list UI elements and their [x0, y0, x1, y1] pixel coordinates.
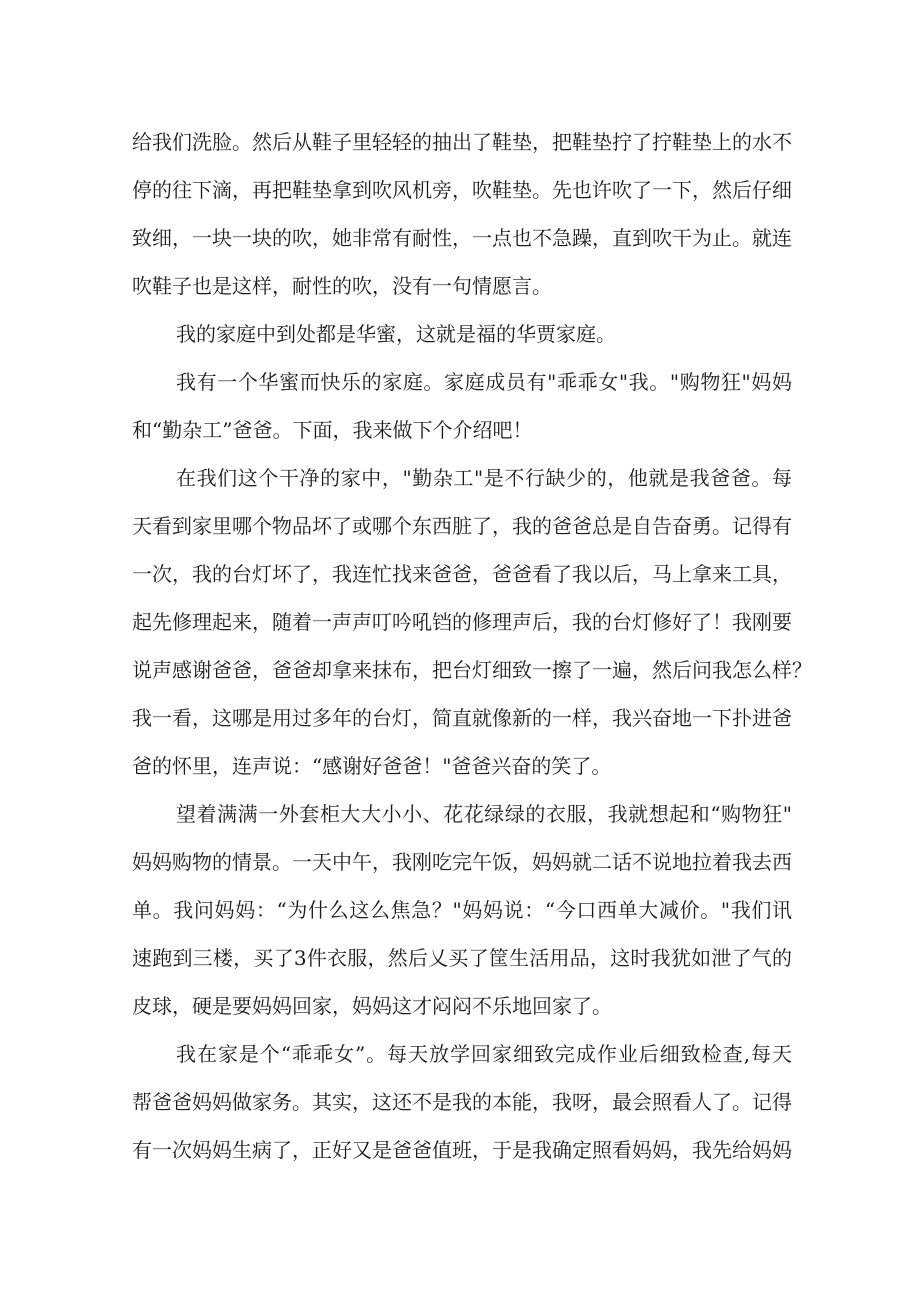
text-line: 我的家庭中到处都是华蜜，这就是福的华贾家庭。 [176, 322, 616, 346]
text-line: 说声感谢爸爸，爸爸却拿来抹布，把台灯细致一擦了一遍，然后问我怎么样？ [132, 658, 812, 682]
paragraph-2 [132, 310, 792, 358]
text-line: 有一次妈妈生病了，正好又是爸爸值班，于是我确定照看妈妈，我先给妈妈 [132, 1138, 792, 1162]
text-line: 一次，我的台灯坏了，我连忙找来爸爸，爸爸看了我以后，马上拿来工具， [132, 562, 792, 586]
text-line: 望着满满一外套柜大大小小、花花绿绿的衣服，我就想起和“购物狂" [176, 802, 792, 826]
text-line: 我在家是个“乖乖女”。每天放学回家细致完成作业后细致检查,每天 [176, 1042, 792, 1066]
text-line: 在我们这个干净的家中，"勤杂工"是不行缺少的，他就是我爸爸。每 [176, 466, 792, 490]
text-line: 皮球，硬是要妈妈回家，妈妈这才闷闷不乐地回家了。 [132, 994, 612, 1018]
text-line: 致细，一块一块的吹，她非常有耐性，一点也不急躁，直到吹干为止。就连 [132, 226, 792, 250]
text-line: 吹鞋子也是这样，耐性的吹，没有一句情愿言。 [132, 274, 552, 298]
text-line: 我有一个华蜜而快乐的家庭。家庭成员有"乖乖女"我。"购物狂"妈妈 [176, 370, 792, 394]
text-line: 单。我问妈妈：“为什么这么焦急？"妈妈说：“今口西单大减价。"我们讯 [132, 898, 792, 922]
text-line: 天看到家里哪个物品坏了或哪个东西脏了，我的爸爸总是自告奋勇。记得有 [132, 514, 792, 538]
paragraph-4 [132, 454, 812, 790]
text-line: 和“勤杂工”爸爸。下面，我来做下个介绍吧！ [132, 418, 533, 442]
paragraph-6 [132, 1030, 792, 1174]
text-line: 爸的怀里，连声说：“感谢好爸爸！"爸爸兴奋的笑了。 [132, 754, 612, 778]
paragraph-5 [132, 790, 792, 1030]
paragraph-1 [132, 118, 792, 310]
text-line: 起先修理起来，随着一声声叮吟吼铛的修理声后，我的台灯修好了！我刚要 [132, 610, 792, 634]
text-line: 妈妈购物的情景。一天中午，我刚吃完午饭，妈妈就二话不说地拉着我去西 [132, 850, 792, 874]
paragraph-3 [132, 358, 792, 454]
text-line: 停的往下滴，再把鞋垫拿到吹风机旁，吹鞋垫。先也许吹了一下，然后仔细 [132, 178, 792, 202]
body-text [132, 118, 812, 1174]
text-line: 我一看，这哪是用过多年的台灯，简直就像新的一样，我兴奋地一下扑进爸 [132, 706, 792, 730]
text-line: 给我们洗脸。然后从鞋子里轻轻的抽出了鞋垫，把鞋垫拧了拧鞋垫上的水不 [132, 130, 792, 154]
text-line: 速跑到三楼，买了3件衣服，然后乂买了筐生活用品，这时我犹如泄了气的 [132, 946, 792, 970]
text-line: 帮爸爸妈妈做家务。其实，这还不是我的本能，我呀，最会照看人了。记得 [132, 1090, 792, 1114]
